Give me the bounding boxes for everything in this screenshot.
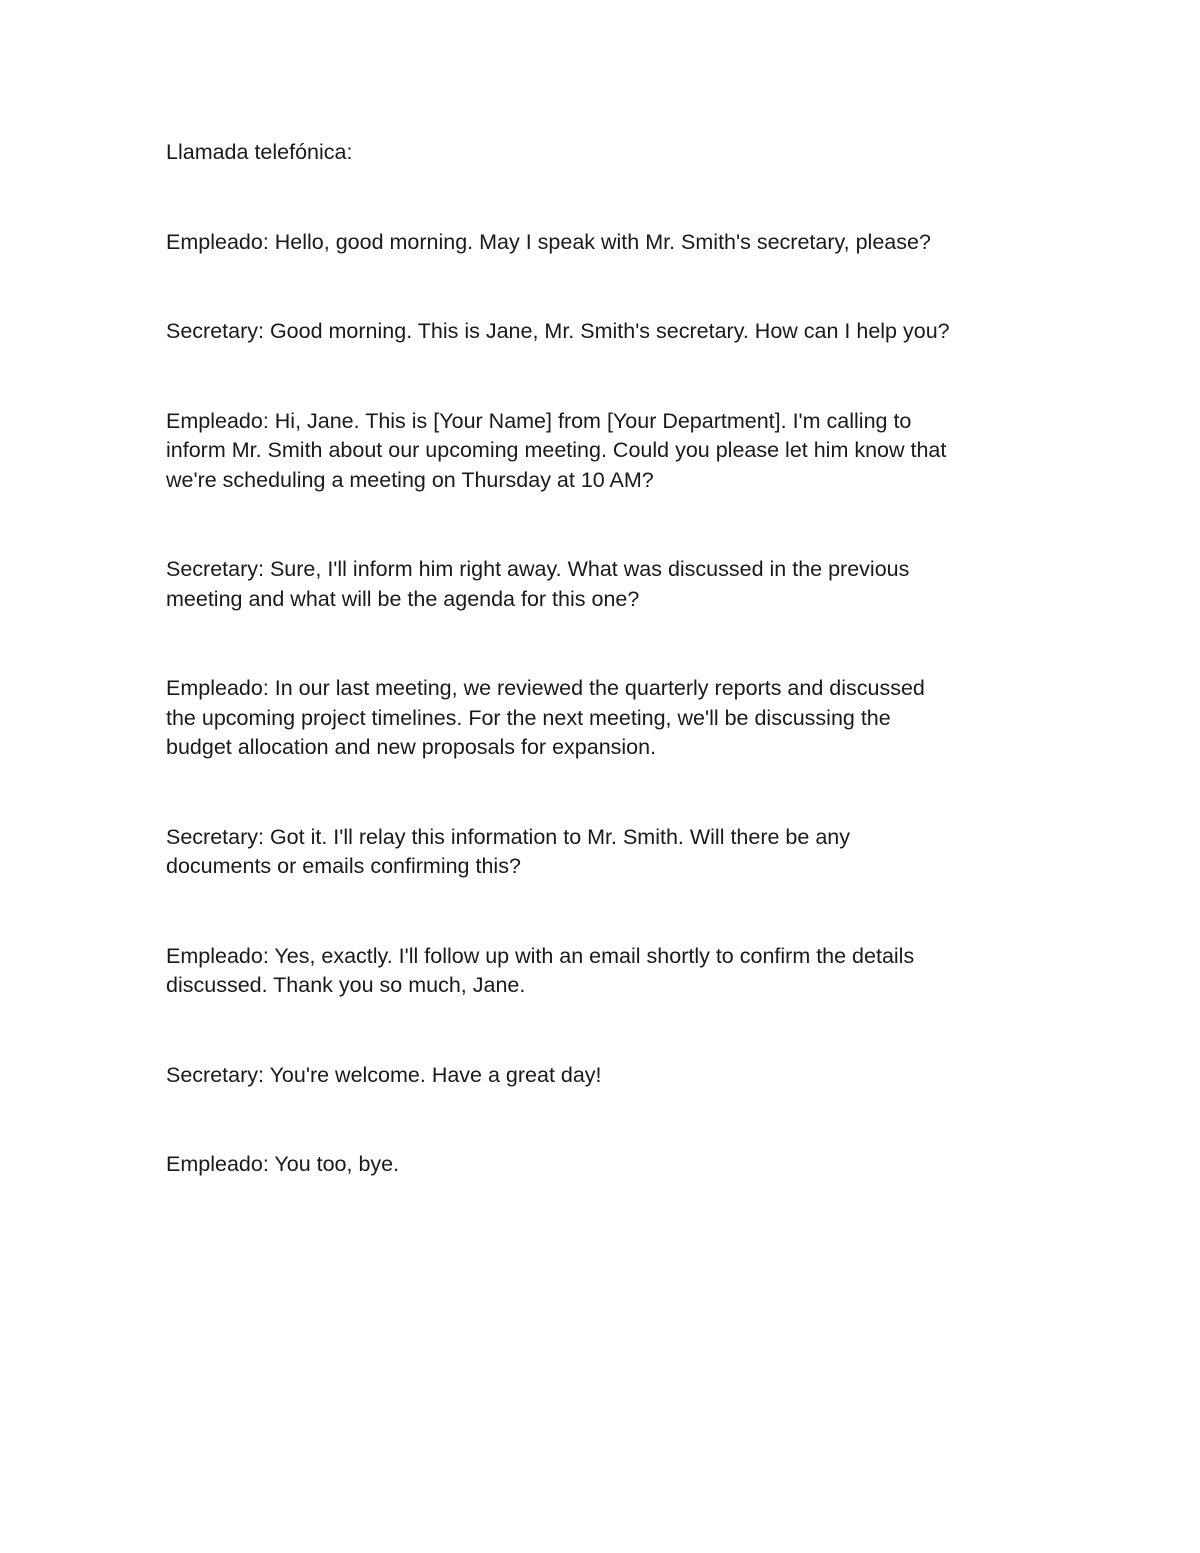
title-text: Llamada telefónica: [166, 140, 353, 164]
paragraph-line: Secretary: Got it. I'll relay this information to Mr. Smith. Will there be any [166, 824, 850, 849]
paragraph-line: the upcoming project timelines. For the next meeting, we'll be discussing the [166, 705, 891, 730]
paragraph-line: we're scheduling a meeting on Thursday at 10 AM? [166, 467, 654, 492]
paragraph-line: inform Mr. Smith about our upcoming meeting. Could you please let him know that [166, 438, 947, 462]
paragraph-line: Empleado: You too, bye. [166, 1152, 400, 1176]
dialogue-paragraph [166, 1150, 1046, 1180]
dialogue-paragraph [166, 674, 1046, 763]
dialogue-paragraph [166, 228, 1046, 258]
document-title [166, 138, 1046, 168]
paragraph-line: Secretary: You're welcome. Have a great day! [166, 1062, 602, 1087]
paragraph-line: Secretary: Good morning. This is Jane, Mr. Smith's secretary. How can I help you? [166, 319, 950, 343]
paragraph-line: discussed. Thank you so much, Jane. [166, 973, 526, 997]
paragraph-line: Empleado: Hello, good morning. May I speak with Mr. Smith's secretary, please? [166, 229, 931, 254]
document-body [166, 138, 1046, 1240]
dialogue-paragraph [166, 407, 1046, 496]
dialogue-paragraph [166, 555, 1046, 614]
paragraph-line: documents or emails confirming this? [166, 854, 521, 878]
dialogue-paragraph [166, 942, 1046, 1001]
paragraph-line: meeting and what will be the agenda for this one? [166, 586, 640, 611]
paragraph-line: budget allocation and new proposals for expansion. [166, 735, 657, 759]
dialogue-paragraph [166, 317, 1046, 347]
paragraph-line: Empleado: Hi, Jane. This is [Your Name] from [Your Department]. I'm calling to [166, 408, 912, 433]
paragraph-line: Secretary: Sure, I'll inform him right away. What was discussed in the previous [166, 557, 910, 581]
paragraph-line: Empleado: In our last meeting, we reviewed the quarterly reports and discussed [166, 676, 925, 700]
paragraph-line: Empleado: Yes, exactly. I'll follow up with an email shortly to confirm the details [166, 943, 915, 968]
dialogue-paragraph [166, 1061, 1046, 1091]
dialogue-paragraph [166, 823, 1046, 882]
